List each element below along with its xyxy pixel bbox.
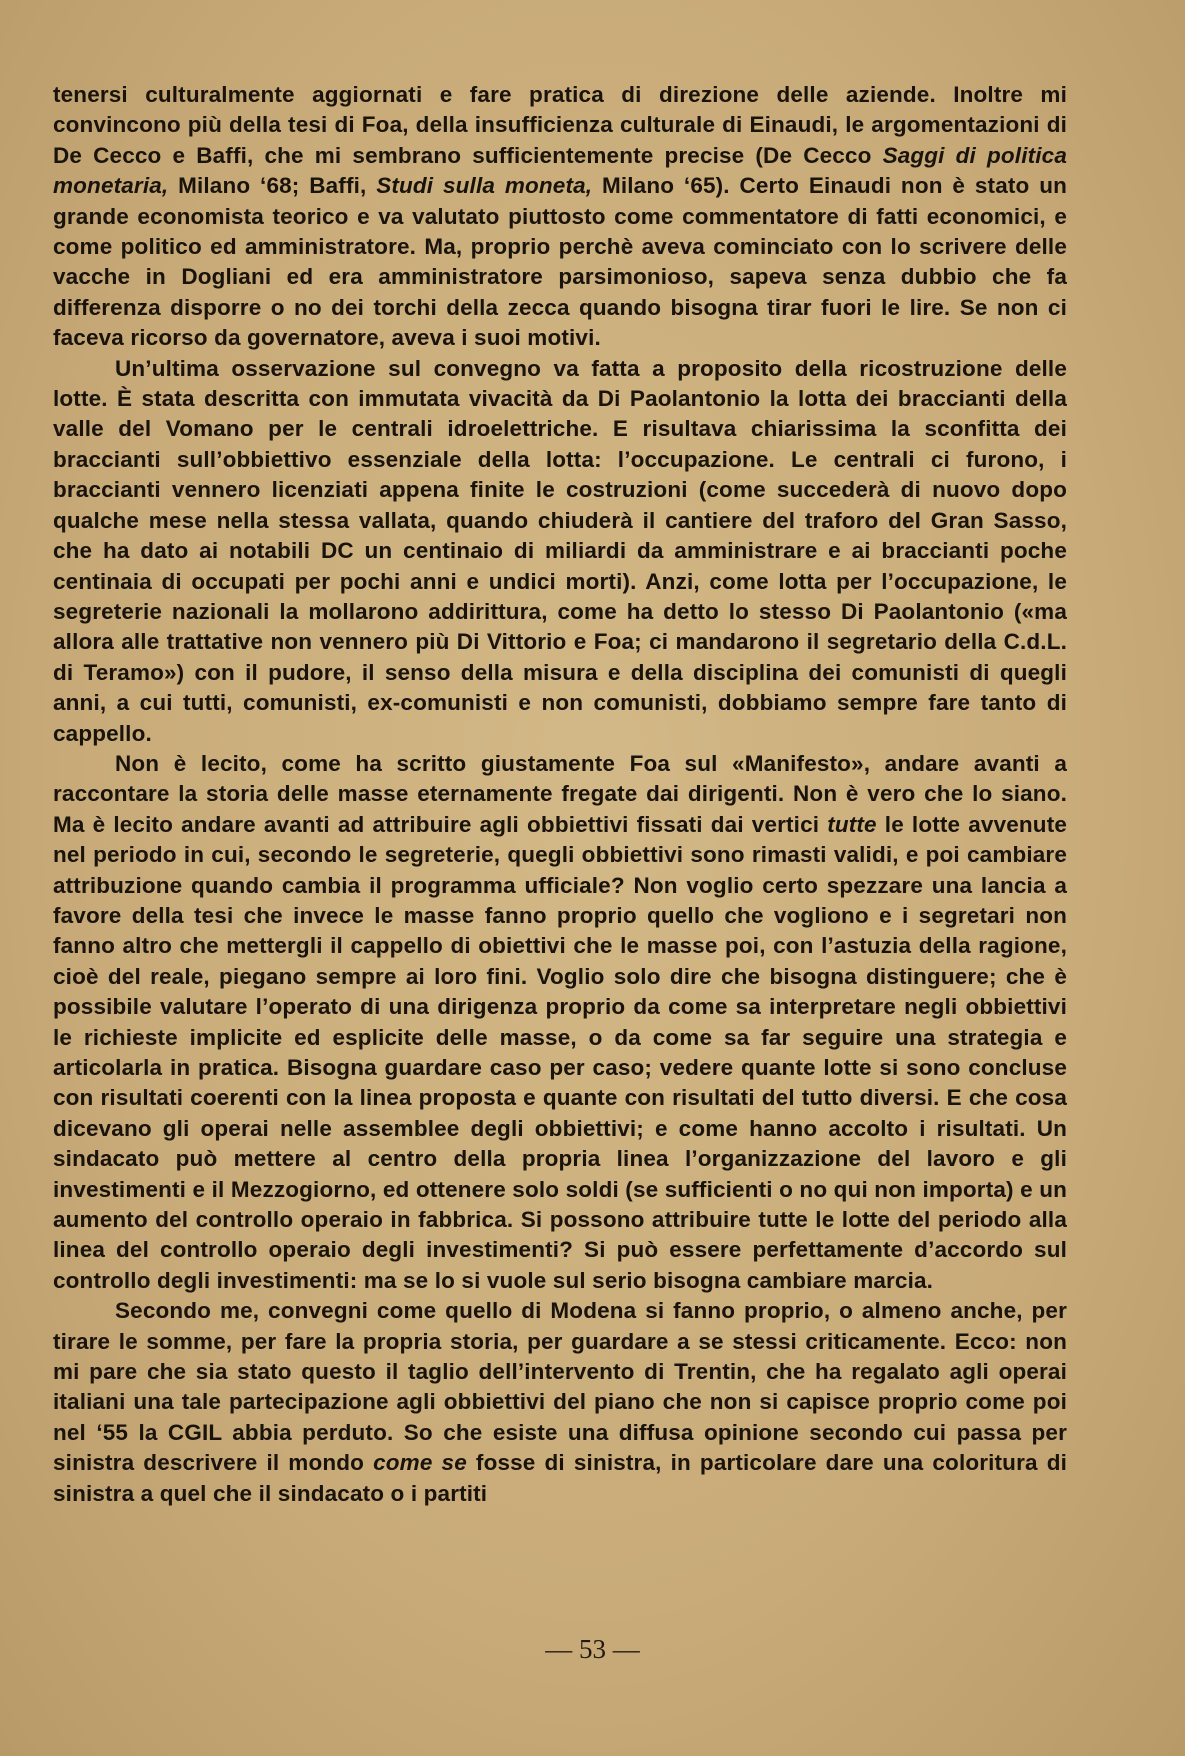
text-run: Milano ‘68; Baffi, [168,173,377,199]
italic-title: come se [373,1450,467,1476]
italic-title: tutte [827,811,877,837]
text-run: fosse di sinistra, in particolare dare una coloritura di sinistra a quel che il sindacato o i partiti [53,1450,1068,1506]
paragraph-4 [53,1296,1067,1509]
text-run: Non è lecito, come ha scritto giustamente Foa sul «Manifesto», andare avanti a raccontare la storia delle masse eternamente fregate dai dirigenti. Non è vero che lo siano. Ma è lecito andare avanti ad attribuire agli obbiettivi fissati dai vertici [53,750,1067,837]
body-text [53,80,1067,1509]
text-run: Un’ultima osservazione sul convegno va fatta a proposito della ricostruzione delle lotte. È stata descritta con immutata vivacità da Di Paolantonio la lotta dei braccianti della valle del Vomano per le centrali idroelettriche. E risultava chiarissima la sconfitta dei braccianti sull’obbiettivo essenziale della lotta: l’occupazione. Le centrali ci furono, i braccianti vennero licenziati appena finite le costruzioni (come succederà di nuovo dopo qualche mese nella stessa vallata, quando chiuderà il cantiere del traforo del Gran Sasso, che ha dato ai notabili DC un centinaio di miliardi da amministrare e ai braccianti poche centinaia di occupati per pochi anni e undici morti). Anzi, come lotta per l’occupazione, le segreterie nazionali la mollarono addirittura, come ha detto lo stesso Di Paolantonio («ma allora alle trattative non vennero più Di Vittorio e Foa; ci mandarono il segretario della C.d.L. di Teramo») con il pudore, il senso della misura e della disciplina dei comunisti di quegli anni, a cui tutti, comunisti, ex-comunisti e non comunisti, dobbiamo sempre fare tanto di cappello. [53,355,1067,746]
italic-title: Studi sulla moneta, [376,173,593,199]
text-run: le lotte avvenute nel periodo in cui, secondo le segreterie, quegli obbiettivi sono rimasti validi, e poi cambiare attribuzione quando cambia il programma ufficiale? Non voglio certo spezzare una lancia a favore della tesi che invece le masse fanno proprio quello che vogliono e i segretari non fanno altro che mettergli il cappello di obiettivi che le masse poi, con l’astuzia della ragione, cioè del reale, piegano sempre ai loro fini. Voglio solo dire che bisogna distinguere; che è possibile valutare l’operato di una dirigenza proprio da come sa interpretare negli obbiettivi le richieste implicite ed esplicite delle masse, o da come sa far seguire una strategia e articolarla in pratica. Bisogna guardare caso per caso; vedere quante lotte si sono concluse con risultati coerenti con la linea proposta e quante con risultati del tutto diversi. E che cosa dicevano gli operai nelle assemblee degli obbiettivi; e come hanno accolto i risultati. Un sindacato può mettere al centro della propria linea l’organizzazione del lavoro e gli investimenti e il Mezzogiorno, ed ottenere solo soldi (se sufficienti o no qui non importa) e un aumento del controllo operaio in fabbrica. Si possono attribuire tutte le lotte del periodo alla linea del controllo operaio degli investimenti? Si può essere perfettamente d’accordo sul controllo degli investimenti: ma se lo si vuole sul serio bisogna cambiare marcia. [53,811,1068,1293]
text-run: tenersi culturalmente aggiornati e fare pratica di direzione delle aziende. Inoltre mi convincono più della tesi di Foa, della insufficienza culturale di Einaudi, le argomentazioni di De Cecco e Baffi, che mi sembrano sufficientemente precise (De Cecco [53,82,1067,168]
text-run: Milano ‘65). Certo Einaudi non è stato un grande economista teorico e va valutato piuttosto come commentatore di fatti economici, e come politico ed amministratore. Ma, proprio perchè aveva cominciato con lo scrivere delle vacche in Dogliani ed era amministratore parsimonioso, sapeva senza dubbio che fa differenza disporre o no dei torchi della zecca quando bisogna tirar fuori le lire. Se non ci faceva ricorso da governatore, aveva i suoi motivi. [53,173,1067,351]
page-number: — 53 — [545,1634,640,1664]
italic-title: Saggi di politica monetaria, [53,142,1067,199]
paragraph-3 [53,749,1067,1296]
paragraph-2 [53,354,1067,749]
text-run: Secondo me, convegni come quello di Modena si fanno proprio, o almeno anche, per tirare le somme, per fare la propria storia, per guardare a se stessi criticamente. Ecco: non mi pare che sia stato questo il taglio dell’intervento di Trentin, che ha regalato agli operai italiani una tale partecipazione agli obbiettivi del piano che non si capisce proprio come poi nel ‘55 la CGIL abbia perduto. So che esiste una diffusa opinione secondo cui passa per sinistra descrivere il mondo [53,1298,1067,1476]
paragraph-1 [53,80,1067,354]
